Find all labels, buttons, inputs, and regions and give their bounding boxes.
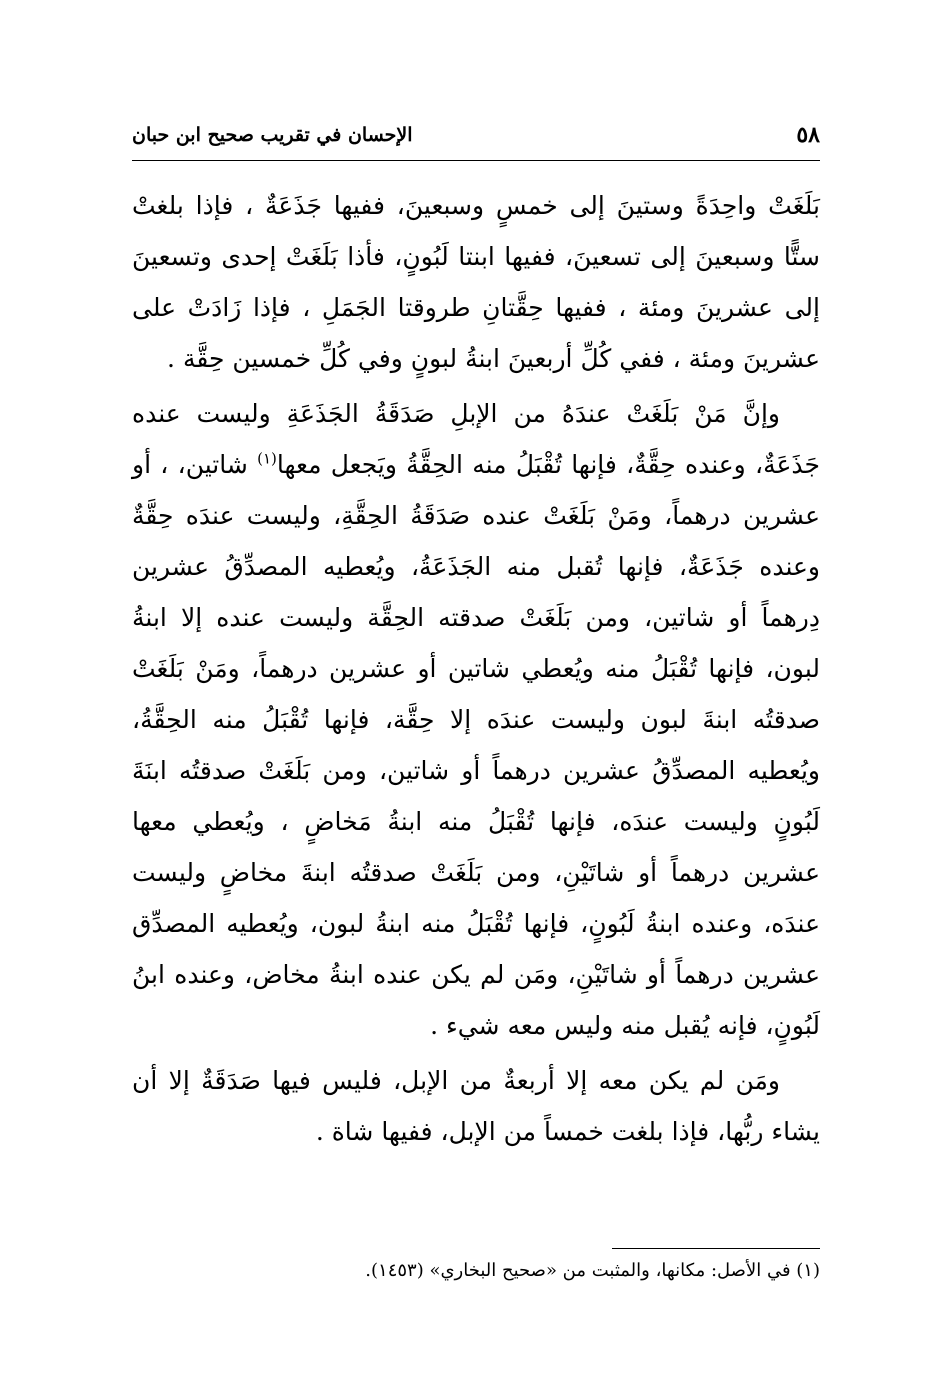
book-title: الإحسان في تقريب صحيح ابن حبان [132,124,413,146]
footnote-marker: (١) [257,449,277,468]
page-number: ٥٨ [796,122,820,148]
footnote: (١) في الأصل: مكانها، والمثبت من «صحيح البخاري» (١٤٥٣). [365,1260,820,1281]
running-header [132,118,820,158]
paragraph-2-continuation: شاتين، ، أو عشرين درهماً، ومَنْ بَلَغَتْ عنده صَدَقَةُ الحِقَّةِ، وليست عندَه حِقَّةٌ وعنده جَذَعَةٌ، فإنها تُقبل منه الجَذَعَةُ، ويُعطيه المصدِّقُ عشرين دِرهماً أو شاتين، ومن بَلَغَتْ صدقته الحِقَّة وليست عنده إلا ابنةُ لبون، فإنها تُقْبَلُ منه ويُعطي شاتين أو عشرين درهماً، ومَنْ بَلَغَتْ صدقتُه ابنةَ لبون وليست عندَه إلا حِقَّة، فإنها تُقْبَلُ منه الحِقَّةُ، ويُعطيه المصدِّقُ عشرين درهماً أو شاتين، ومن بَلَغَتْ صدقتُه ابنَةَ لَبُونٍ وليست عندَه، فإنها تُقْبَلُ منه ابنةُ مَخاضٍ ، ويُعطي معها عشرين درهماً أو شاتَيْنِ، ومن بَلَغَتْ صدقتُه ابنةَ مخاضٍ وليست عندَه، وعنده ابنةُ لَبُونٍ، فإنها تُقْبَلُ منه ابنةُ لبون، ويُعطيه المصدِّق عشرين درهماً أو شاتَيْنِ، ومَن لم يكن عنده ابنةُ مخاض، وعنده ابنُ لَبُونٍ، فإنه يُقبل منه وليس معه شيء . [132,450,820,1040]
paragraph-2-text: وإنَّ مَنْ بَلَغَتْ عندَهُ من الإبلِ صَدَقَةُ الجَذَعَةِ وليست عنده جَذَعَةٌ، وعنده حِقَّةٌ، فإنها تُقْبَلُ منه الحِقَّةُ ويَجعل معها [132,399,820,479]
header-divider [132,160,820,161]
paragraph-3: ومَن لم يكن معه إلا أربعةٌ من الإبل، فليس فيها صَدَقَةٌ إلا أن يشاء ربُّها، فإذا بلغت خمساً من الإبل، ففيها شاة . [132,1066,820,1146]
paragraph-2 [132,388,820,1051]
main-text [132,180,820,1161]
paragraph-1: بَلَغَتْ واحِدَةً وستينَ إلى خمسٍ وسبعينَ، ففيها جَذَعَةٌ ، فإذا بلغتْ ستًّا وسبعينَ إلى تسعينَ، ففيها ابنتا لَبُونٍ، فأذا بَلَغَتْ إحدى وتسعينَ إلى عشرينَ ومئة ، ففيها حِقَّتانِ طروقتا الجَمَلِ ، فإذا زَادَتْ على عشرينَ ومئة ، ففي كُلِّ أربعينَ ابنةُ لبونٍ وفي كُلِّ خمسين حِقَّة . [132,191,820,373]
footnote-divider [612,1248,820,1249]
